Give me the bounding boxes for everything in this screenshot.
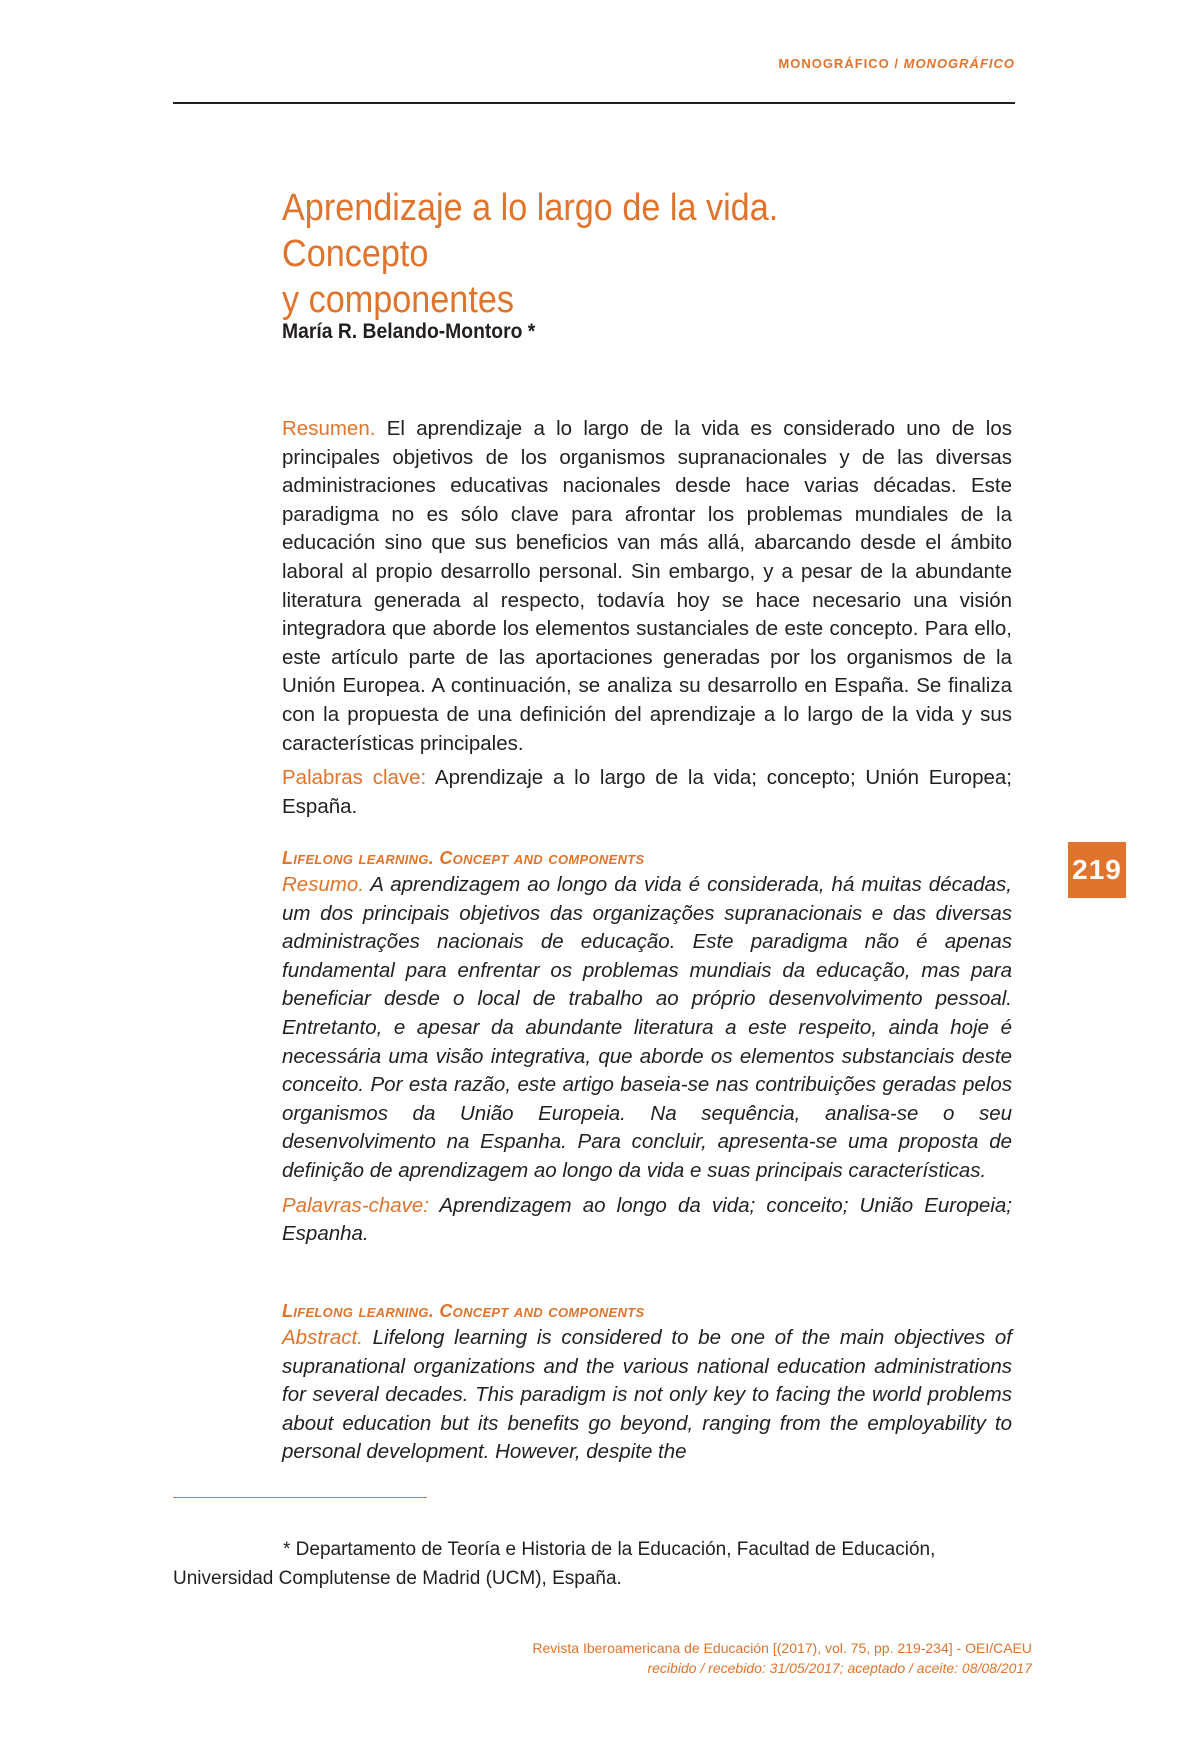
journal-dates: recibido / recebido: 31/05/2017; aceptado / aceite: 08/08/2017 bbox=[647, 1660, 1032, 1676]
keywords-pt-label: Palavras-chave: bbox=[282, 1193, 429, 1217]
footnote-line2: Universidad Complutense de Madrid (UCM), España. bbox=[173, 1568, 622, 1589]
article-title-line2: y componentes bbox=[282, 279, 514, 321]
abstract-en-label: Abstract. bbox=[282, 1326, 363, 1349]
keywords-pt bbox=[282, 1192, 1012, 1249]
abstract-pt-text: A aprendizagem ao longo da vida é considerada, há muitas décadas, um dos principais objetivos das organizações supranacionais e das diversas administrações nacionais de educação. Este paradigma não é apenas fundamental para enfrentar os problemas mundiais da educação, mas para beneficiar desde o local de trabalho ao próprio desenvolvimento pessoal. Entretanto, e apesar da abundante literatura a este respeito, ainda hoje é necessária uma visão integrativa, que aborde os elementos substanciais deste conceito. Por esta razão, este artigo baseia-se nas contribuições geradas pelos organismos da União Europeia. Na sequência, analisa-se o seu desenvolvimento na Espanha. Para concluir, apresenta-se uma proposta de definição de aprendizagem ao longo da vida e suas principais características. bbox=[282, 873, 1012, 1182]
abstract-pt-title: Lifelong learning. Concept and components bbox=[282, 848, 645, 868]
abstract-es-text: El aprendizaje a lo largo de la vida es considerado uno de los principales objetivos de los organismos supranacionales y de las diversas administraciones educativas nacionales desde hace varias décadas. Este paradigma no es sólo clave para afrontar los problemas mundiales de la educación sino que sus beneficios van más allá, abarcando desde el ámbito laboral al propio desarrollo personal. Sin embargo, y a pesar de la abundante literatura generada al respecto, todavía hoy se hace necesario una visión integradora que aborde los elementos sustanciales de este concepto. Para ello, este artículo parte de las aportaciones generadas por los organismos de la Unión Europea. A continuación, se analiza su desarrollo en España. Se finaliza con la propuesta de una definición del aprendizaje a lo largo de la vida y sus características principales. bbox=[282, 417, 1012, 755]
header-rule bbox=[173, 102, 1015, 104]
section-label-es: MONOGRÁFICO bbox=[778, 56, 890, 71]
keywords-es-text: Aprendizaje a lo largo de la vida; concepto; Unión Europea; España. bbox=[282, 766, 1012, 818]
section-label-pt: MONOGRÁFICO bbox=[903, 56, 1015, 71]
abstract-es-label: Resumen. bbox=[282, 417, 376, 440]
journal-citation: Revista Iberoamericana de Educación [(2017), vol. 75, pp. 219-234] - OEI/CAEU bbox=[532, 1640, 1032, 1656]
abstract-en-title: Lifelong learning. Concept and components bbox=[282, 1301, 645, 1321]
abstract-en-text: Lifelong learning is considered to be one of the main objectives of supranational organizations and the various national education administrations for several decades. This paradigm is not only key to facing the world problems about education but its benefits go beyond, ranging from the employability to personal development. However, despite the bbox=[282, 1326, 1012, 1464]
abstract-en-paragraph bbox=[282, 1324, 1012, 1467]
abstract-portuguese bbox=[282, 845, 1012, 1249]
keywords-es bbox=[282, 764, 1012, 821]
abstract-spanish bbox=[282, 415, 1012, 821]
author-affiliation-footnote bbox=[173, 1535, 1013, 1593]
footnote-rule bbox=[173, 1497, 427, 1498]
article-title bbox=[282, 185, 930, 323]
abstract-pt-paragraph bbox=[282, 871, 1012, 1186]
section-label bbox=[778, 56, 1015, 71]
article-title-line1: Aprendizaje a lo largo de la vida. Concepto bbox=[282, 187, 779, 275]
abstract-es-paragraph bbox=[282, 415, 1012, 758]
article-author: María R. Belando-Montoro * bbox=[282, 320, 536, 343]
abstract-pt-label: Resumo. bbox=[282, 873, 365, 896]
keywords-es-label: Palabras clave: bbox=[282, 766, 427, 790]
keywords-pt-text: Aprendizagem ao longo da vida; conceito; União Europeia; Espanha. bbox=[282, 1193, 1012, 1246]
journal-footer bbox=[532, 1638, 1032, 1678]
page-number-tab: 219 bbox=[1068, 842, 1126, 898]
section-label-separator: / bbox=[889, 56, 904, 71]
abstract-english bbox=[282, 1298, 1012, 1467]
footnote-line1: * Departamento de Teoría e Historia de la Educación, Facultad de Educación, bbox=[283, 1539, 936, 1560]
